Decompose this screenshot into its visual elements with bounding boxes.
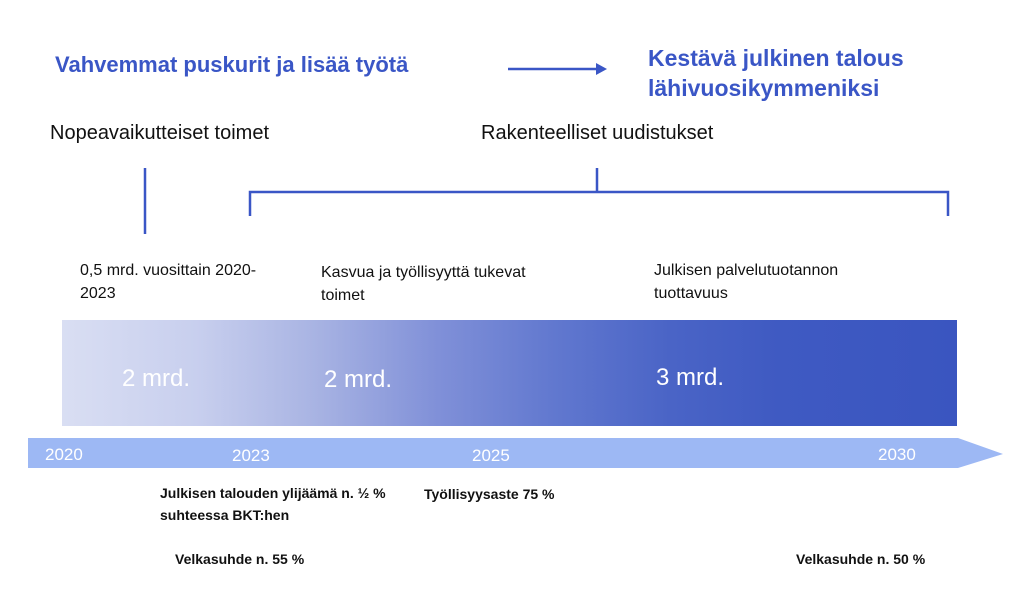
arrow-right-icon xyxy=(508,60,608,78)
bracket-connectors xyxy=(0,160,1024,240)
timeline-arrow xyxy=(0,430,1024,480)
target-debt-2023: Velkasuhde n. 55 % xyxy=(175,551,305,567)
year-label: 2030 xyxy=(878,445,916,464)
target-surplus: Julkisen talouden ylijäämä n. ½ % suhteessa BKT:hen xyxy=(160,485,386,523)
structural-reforms-heading: Rakenteelliset uudistukset xyxy=(481,122,714,144)
measure-quick-text: 0,5 mrd. vuosittain 2020-2023 xyxy=(80,262,257,302)
funding-gradient-band xyxy=(62,320,957,426)
amount-quick: 2 mrd. xyxy=(122,365,191,392)
target-debt-2030: Velkasuhde n. 50 % xyxy=(796,551,926,567)
year-label: 2025 xyxy=(472,446,510,465)
quick-measures-heading: Nopeavaikutteiset toimet xyxy=(50,122,270,144)
measure-growth-text: Kasvua ja työllisyyttä tukevat toimet xyxy=(321,264,526,304)
target-employment: Työllisyysaste 75 % xyxy=(424,486,555,502)
year-label: 2020 xyxy=(45,445,83,464)
measure-productivity-text: Julkisen palvelutuotannon tuottavuus xyxy=(654,262,839,302)
goal-left-title: Vahvemmat puskurit ja lisää työtä xyxy=(55,52,409,77)
structural-reforms-bracket xyxy=(250,168,948,216)
amount-growth: 2 mrd. xyxy=(324,366,393,393)
goal-right-title: Kestävä julkinen talous lähivuosikymmeniksi xyxy=(648,45,904,101)
amount-productivity: 3 mrd. xyxy=(656,364,725,391)
year-label: 2023 xyxy=(232,446,270,465)
